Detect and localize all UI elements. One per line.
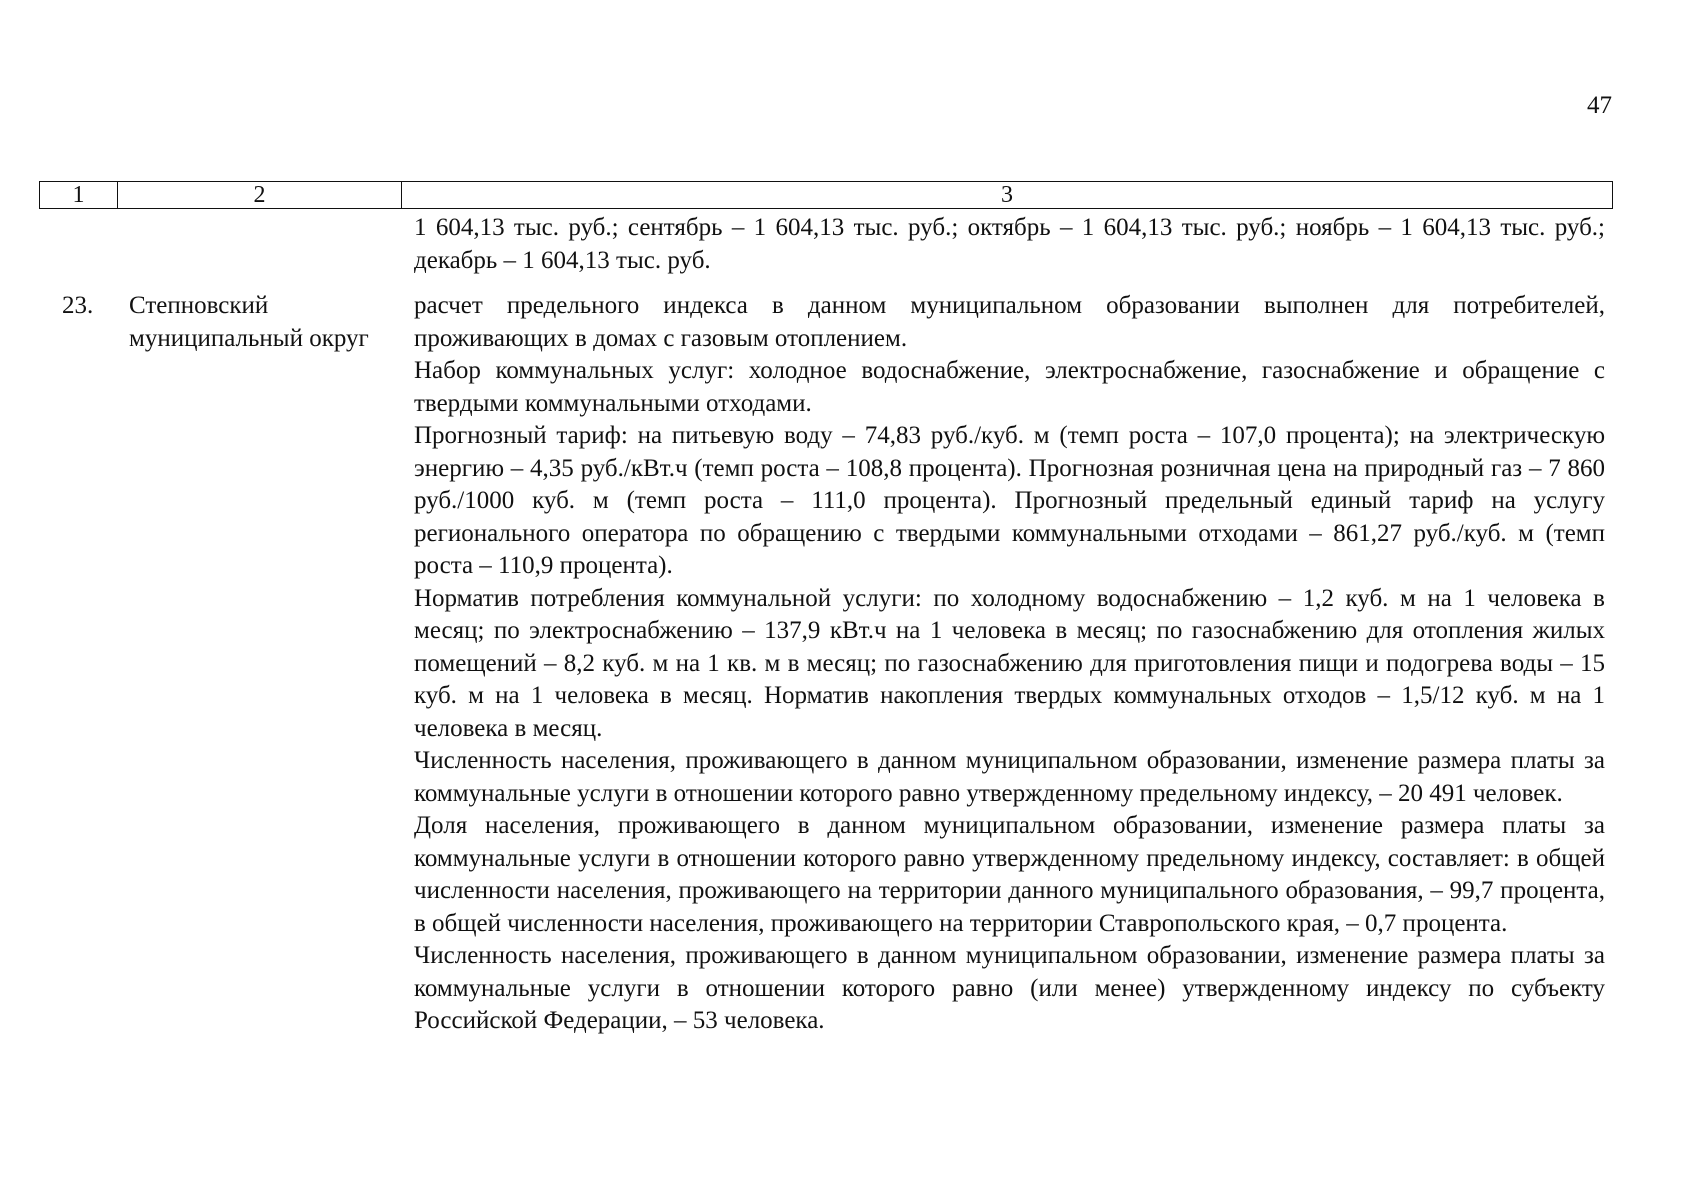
description-paragraph-7: Численность населения, проживающего в данном муниципальном образовании, изменение размера платы за коммунальные услуги в отношении которого равно (или менее) утвержденному индексу по субъекту Российской Федерации, – 53 человека. xyxy=(414,942,1605,1034)
description-paragraph-2: Набор коммунальных услуг: холодное водоснабжение, электроснабжение, газоснабжение и обращение с твердыми коммунальными отходами. xyxy=(414,357,1605,417)
table-header-row xyxy=(39,181,1613,209)
table-header-col-1: 1 xyxy=(40,182,118,208)
description-paragraph-5: Численность населения, проживающего в данном муниципальном образовании, изменение размера платы за коммунальные услуги в отношении которого равно утвержденному предельному индексу, – 20 491 человек. xyxy=(414,747,1605,807)
description-paragraph-4: Норматив потребления коммунальной услуги: по холодному водоснабжению – 1,2 куб. м на 1 человека в месяц; по электроснабжению – 137,9 кВт.ч на 1 человека в месяц; по газоснабжению для отопления жилых помещений – 8,2 куб. м на 1 кв. м в месяц; по газоснабжению для приготовления пищи и подогрева воды – 15 куб. м на 1 человека в месяц. Норматив накопления твердых коммунальных отходов – 1,5/12 куб. м на 1 человека в месяц. xyxy=(414,584,1605,742)
description-paragraph-6: Доля населения, проживающего в данном муниципальном образовании, изменение размера платы за коммунальные услуги в отношении которого равно утвержденному предельному индексу, составляет: в общей численности населения, проживающего на территории данного муниципального образования, – 99,7 процента, в общей численности населения, проживающего на территории Ставропольского края, – 0,7 процента. xyxy=(414,812,1605,937)
table-header-col-2: 2 xyxy=(118,182,402,208)
table-header-col-3: 3 xyxy=(1001,182,1013,208)
description-paragraph-1: расчет предельного индекса в данном муниципальном образовании выполнен для потребителей, проживающих в домах с газовым отоплением. xyxy=(414,292,1605,352)
continuation-paragraph: 1 604,13 тыс. руб.; сентябрь – 1 604,13 тыс. руб.; октябрь – 1 604,13 тыс. руб.; ноябрь – 1 604,13 тыс. руб.; декабрь – 1 604,13 тыс. руб. xyxy=(414,214,1605,274)
row-number: 23. xyxy=(62,292,94,319)
row-description xyxy=(414,290,1605,1038)
page-number: 47 xyxy=(1587,92,1612,119)
continuation-text xyxy=(414,212,1605,277)
description-paragraph-3: Прогнозный тариф: на питьевую воду – 74,83 руб./куб. м (темп роста – 107,0 процента); на электрическую энергию – 4,35 руб./кВт.ч (темп роста – 108,8 процента). Прогнозная розничная цена на природный газ – 7 860 руб./1000 куб. м (темп роста – 111,0 процента). Прогнозный предельный единый тариф на услугу регионального оператора по обращению с твердыми коммунальными отходами – 861,27 руб./куб. м (темп роста – 110,9 процента). xyxy=(414,422,1605,579)
municipality-name: Степновский муниципальный округ xyxy=(129,292,369,352)
